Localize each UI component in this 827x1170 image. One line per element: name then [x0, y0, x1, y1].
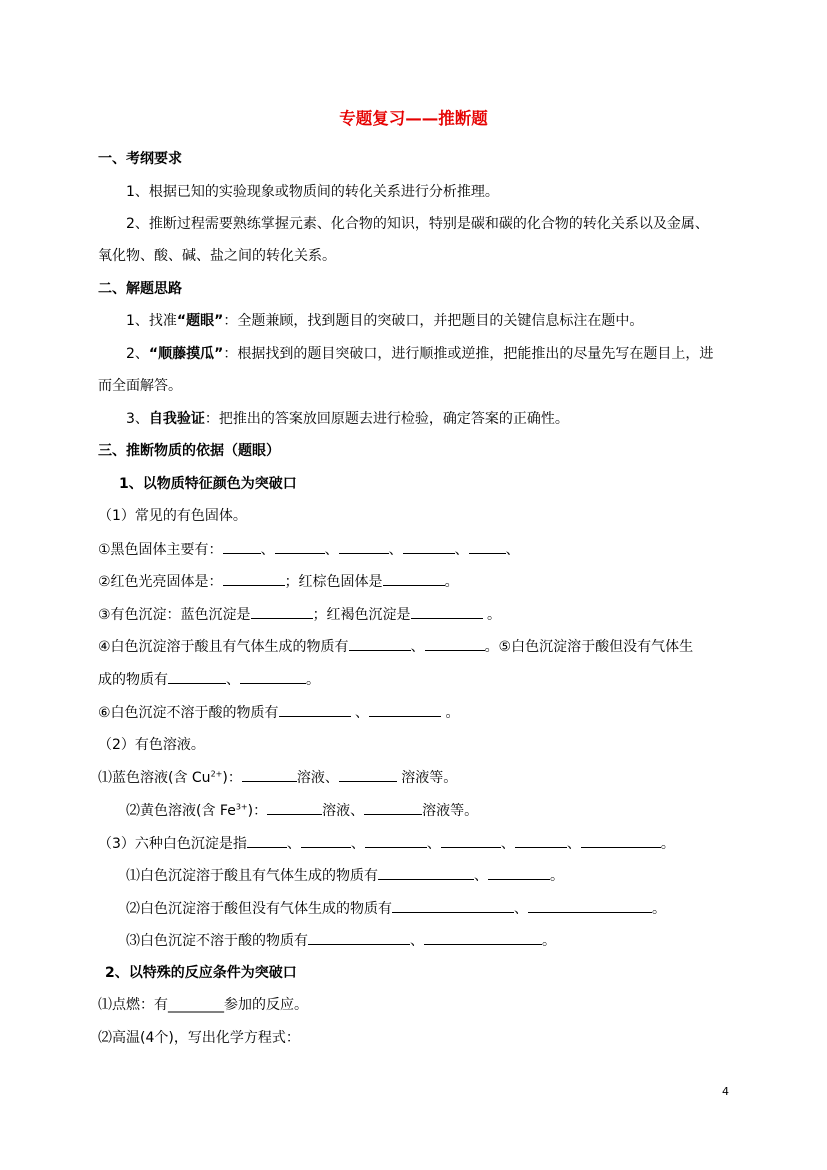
separator: 。	[660, 836, 675, 852]
separator: 、	[388, 542, 403, 558]
condition-high-temp: ⑵高温(4个)，写出化学方程式：	[98, 1030, 300, 1046]
item-black-solids	[98, 539, 520, 560]
question-2: （2）有色溶液。	[98, 737, 205, 753]
answer-blank[interactable]	[279, 702, 351, 717]
separator: 。	[444, 574, 459, 590]
section-heading-3: 三、推断物质的依据（题眼）	[98, 443, 280, 459]
sec2-step-2	[126, 344, 713, 364]
separator: 、	[324, 542, 339, 558]
answer-blank[interactable]	[223, 571, 285, 586]
item-white-precip-insoluble	[98, 702, 459, 723]
section-heading-2: 二、解题思路	[98, 281, 182, 297]
separator: 、	[260, 542, 275, 558]
sec2-step-3	[126, 409, 569, 429]
separator: 、	[566, 836, 581, 852]
answer-blank[interactable]	[383, 571, 445, 586]
subsection-heading-1: 1、以物质特征颜色为突破口	[119, 476, 297, 492]
condition-ignition: ⑴点燃：有________参加的反应。	[98, 997, 308, 1013]
sec2-step-2-cont: 而全面解答。	[98, 378, 182, 394]
item-label: ②红色光亮固体是：	[98, 574, 223, 590]
separator: 。	[550, 868, 564, 884]
separator: 、	[286, 836, 301, 852]
separator: 、	[226, 672, 240, 688]
step-text: 2、	[126, 346, 149, 362]
answer-blank[interactable]	[369, 702, 441, 717]
step-text: 3、	[126, 411, 149, 427]
item-label: ⑶白色沉淀不溶于酸的物质有	[126, 933, 308, 949]
answer-blank[interactable]	[349, 636, 411, 651]
separator: 、	[500, 836, 515, 852]
item-label: （3）六种白色沉淀是指	[98, 836, 247, 852]
answer-blank[interactable]	[411, 604, 483, 619]
ion-charge: 2+	[210, 769, 223, 779]
step-text: ：全题兼顾，找到题目的突破口，并把题目的关键信息标注在题中。	[223, 313, 644, 329]
answer-blank[interactable]	[392, 898, 514, 913]
step-text: 1、找准	[126, 313, 177, 329]
answer-blank[interactable]	[528, 898, 652, 913]
question-3	[98, 833, 675, 854]
step-keyword: “题眼”	[176, 313, 224, 329]
separator: 。	[542, 933, 556, 949]
answer-blank[interactable]	[378, 865, 474, 880]
separator: 、	[474, 868, 488, 884]
page-number: 4	[722, 1085, 729, 1098]
separator: 。	[482, 607, 502, 623]
sec2-step-1	[126, 311, 643, 331]
item-label: ；红棕色固体是	[284, 574, 383, 590]
answer-blank[interactable]	[339, 767, 397, 782]
item-blue-solution	[98, 767, 457, 788]
separator: 、	[410, 639, 425, 655]
question-1: （1）常见的有色固体。	[98, 508, 247, 524]
sec1-point-2-cont: 氧化物、酸、碱、盐之间的转化关系。	[98, 248, 336, 264]
item-label: )：	[222, 770, 242, 786]
separator: 、	[350, 836, 365, 852]
item-label: ；红褐色沉淀是	[312, 607, 411, 623]
answer-blank[interactable]	[223, 539, 261, 554]
separator: 、	[426, 836, 441, 852]
answer-blank[interactable]	[364, 800, 422, 815]
item-label: 溶液等。	[422, 803, 479, 819]
section-heading-1: 一、考纲要求	[98, 151, 182, 167]
white-precip-gas-line	[126, 865, 564, 886]
item-colored-precipitates	[98, 604, 501, 625]
item-label: ⑥白色沉淀不溶于酸的物质有	[98, 705, 279, 721]
item-label: 。⑤白色沉淀溶于酸但没有气体生	[484, 639, 694, 655]
answer-blank[interactable]	[424, 930, 542, 945]
ion-charge: 3+	[235, 802, 248, 812]
item-label: ①黑色固体主要有：	[98, 542, 223, 558]
item-label: ⑴蓝色溶液(含 Cu	[98, 770, 211, 786]
answer-blank[interactable]	[581, 833, 661, 848]
item-label: 溶液、	[296, 770, 339, 786]
answer-blank[interactable]	[168, 669, 226, 684]
step-text: ：把推出的答案放回原题去进行检验，确定答案的正确性。	[204, 411, 569, 427]
step-keyword: 自我验证	[148, 411, 205, 427]
answer-blank[interactable]	[242, 767, 297, 782]
item-label: ③有色沉淀：蓝色沉淀是	[98, 607, 251, 623]
answer-blank[interactable]	[488, 865, 550, 880]
sec1-point-1: 1、根据已知的实验现象或物质间的转化关系进行分析推理。	[126, 184, 499, 200]
item-white-precip-nogas	[98, 669, 320, 690]
answer-blank[interactable]	[308, 930, 410, 945]
answer-blank[interactable]	[425, 636, 485, 651]
item-label: )：	[247, 803, 268, 819]
item-label: 溶液等。	[396, 770, 458, 786]
sec1-point-2: 2、推断过程需要熟练掌握元素、化合物的知识，特别是碳和碳的化合物的转化关系以及金属、	[126, 216, 709, 232]
separator: 、	[505, 542, 520, 558]
item-yellow-solution	[126, 800, 478, 821]
answer-blank[interactable]	[469, 539, 506, 554]
item-label: ⑴白色沉淀溶于酸且有气体生成的物质有	[126, 868, 378, 884]
separator: 。	[306, 672, 320, 688]
item-label: ⑵黄色溶液(含 Fe	[126, 803, 236, 819]
separator: 、	[514, 901, 528, 917]
item-label: ④白色沉淀溶于酸且有气体生成的物质有	[98, 639, 349, 655]
answer-blank[interactable]	[365, 833, 427, 848]
item-label: ⑵白色沉淀溶于酸但没有气体生成的物质有	[126, 901, 392, 917]
answer-blank[interactable]	[267, 800, 322, 815]
answer-blank[interactable]	[275, 539, 325, 554]
answer-blank[interactable]	[339, 539, 389, 554]
item-label: 成的物质有	[98, 672, 168, 688]
step-text: ：根据找到的题目突破口，进行顺推或逆推，把能推出的尽量先写在题目上，进	[223, 346, 714, 362]
item-white-precip-gas	[98, 636, 693, 657]
subsection-heading-2: 2、以特殊的反应条件为突破口	[105, 965, 297, 981]
separator: 。	[441, 705, 460, 721]
separator: 、	[350, 705, 370, 721]
item-label: 溶液、	[322, 803, 365, 819]
item-red-solids	[98, 571, 459, 592]
answer-blank[interactable]	[403, 539, 455, 554]
step-keyword: “顺藤摸瓜”	[148, 346, 224, 362]
answer-blank[interactable]	[441, 833, 501, 848]
separator: 、	[454, 542, 469, 558]
answer-blank[interactable]	[247, 833, 287, 848]
white-precip-insoluble-line	[126, 930, 556, 951]
answer-blank[interactable]	[515, 833, 567, 848]
separator: 、	[410, 933, 424, 949]
answer-blank[interactable]	[240, 669, 306, 684]
page-title: 专题复习——推断题	[339, 109, 488, 128]
answer-blank[interactable]	[301, 833, 351, 848]
white-precip-nogas-line	[126, 898, 666, 919]
answer-blank[interactable]	[251, 604, 313, 619]
separator: 。	[652, 901, 666, 917]
